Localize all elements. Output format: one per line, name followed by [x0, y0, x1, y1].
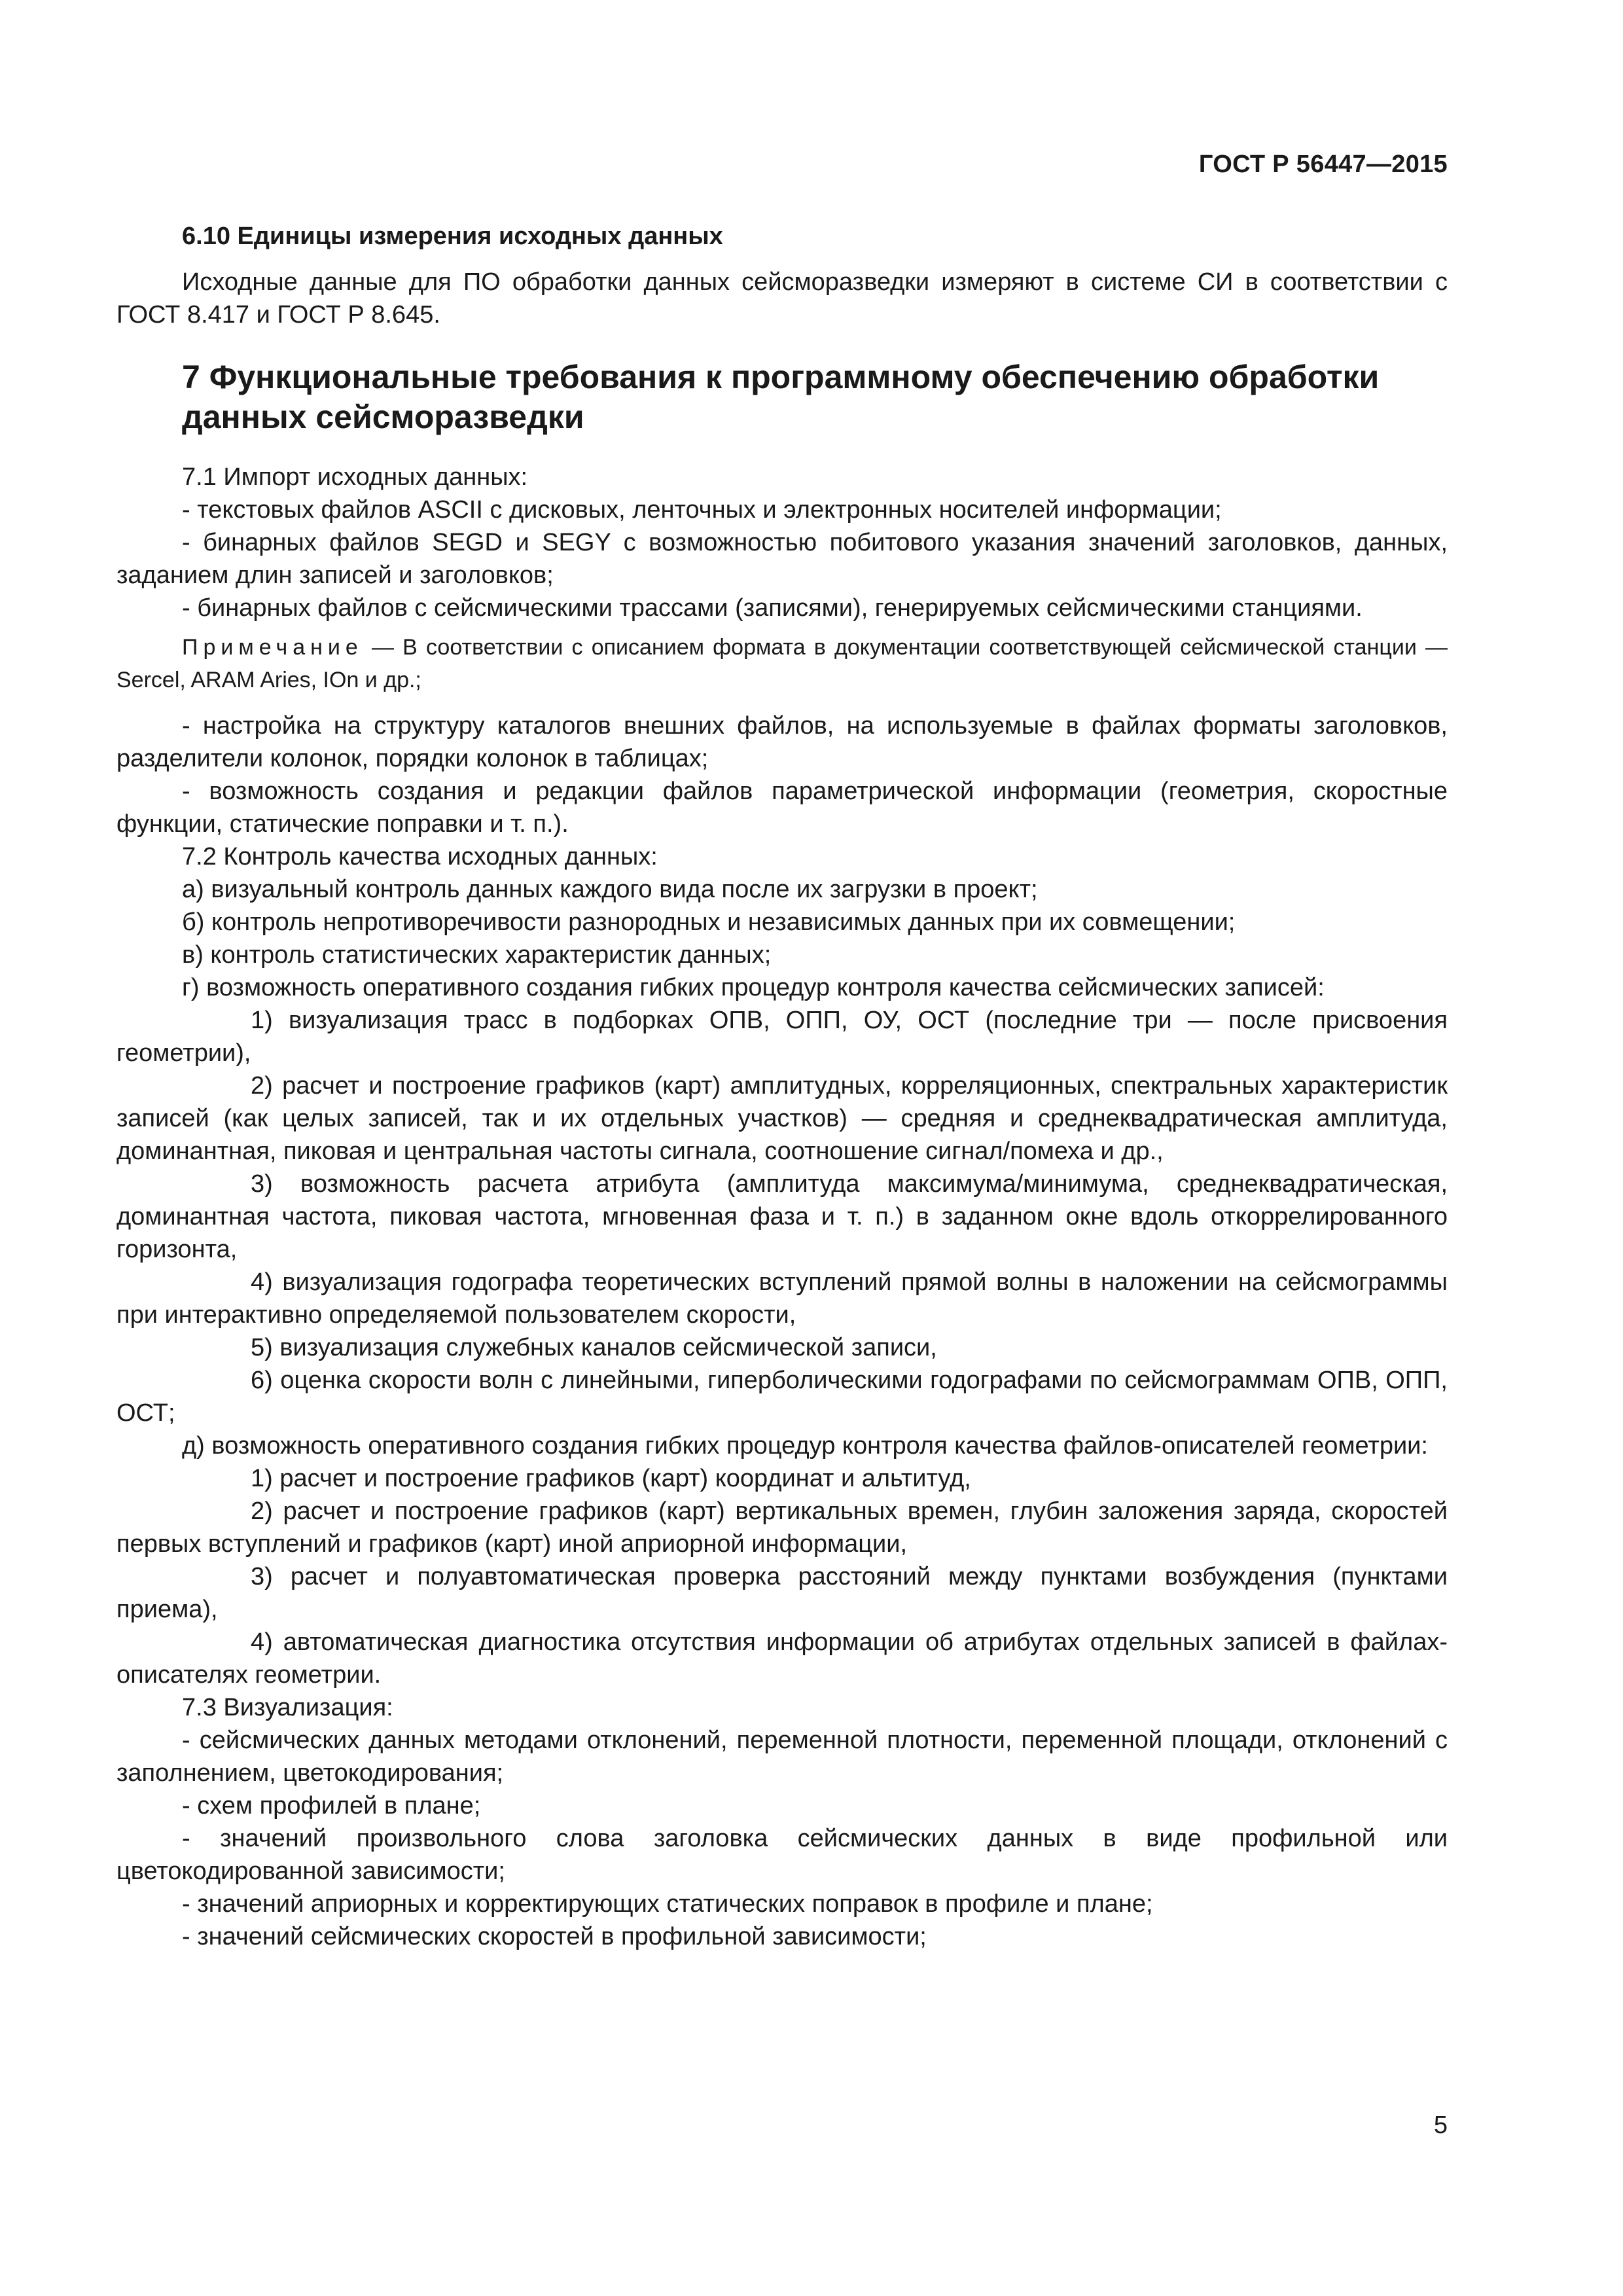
list-item: б) контроль непротиворечивости разнородных и независимых данных при их совмещении;	[182, 908, 1236, 936]
sub-list-item: 2) расчет и построение графиков (карт) вертикальных времен, глубин заложения заряда, скоростей первых вступлений и графиков (карт) иной априорной информации,	[116, 1498, 1448, 1558]
list-item: в) контроль статистических характеристик данных;	[182, 941, 772, 969]
sub-list-item: 4) визуализация годографа теоретических вступлений прямой волны в наложении на сейсмограммы при интерактивно определяемой пользователем скорости,	[116, 1268, 1448, 1329]
list-item: - значений сейсмических скоростей в профильной зависимости;	[182, 1923, 927, 1950]
list-item: - сейсмических данных методами отклонений, переменной плотности, переменной площади, отклонений с заполнением, цветокодирования;	[116, 1727, 1448, 1787]
sub-list-item: 3) расчет и полуавтоматическая проверка расстояний между пунктами возбуждения (пунктами приема),	[116, 1563, 1448, 1623]
list-item: - бинарных файлов SEGD и SEGY с возможностью побитового указания значений заголовков, данных, заданием длин записей и заголовков;	[116, 529, 1448, 589]
sub-list-item: 1) расчет и построение графиков (карт) координат и альтитуд,	[251, 1465, 971, 1492]
document-header: ГОСТ Р 56447—2015	[1198, 151, 1448, 178]
list-item: - значений произвольного слова заголовка сейсмических данных в виде профильной или цветокодированной зависимости;	[116, 1825, 1448, 1885]
sub-list-item: 2) расчет и построение графиков (карт) амплитудных, корреляционных, спектральных характеристик записей (как целых записей, так и их отдельных участков) — средняя и среднеквадратическая амплитуда, доминантная, пиковая и центральная частоты сигнала, соотношение сигнал/помеха и др.,	[116, 1072, 1448, 1165]
note-7-1	[116, 631, 1448, 696]
sub-list-item: 6) оценка скорости волн с линейными, гиперболическими годографами по сейсмограммам ОПВ, ОПП, ОСТ;	[116, 1367, 1448, 1427]
list-item: - значений априорных и корректирующих статических поправок в профиле и плане;	[182, 1890, 1153, 1918]
list-item: - схем профилей в плане;	[182, 1792, 481, 1820]
note-label: Примечание	[182, 635, 363, 660]
sub-list-item: 5) визуализация служебных каналов сейсмической записи,	[251, 1334, 937, 1361]
clause-title-7-3: 7.3 Визуализация:	[182, 1694, 393, 1721]
list-item: - текстовых файлов ASCII с дисковых, ленточных и электронных носителей информации;	[182, 496, 1222, 524]
note-text: — В соответствии с описанием формата в документации соответствующей сейсмической станции — Sercel, ARAM Aries, IOn и др.;	[116, 635, 1448, 692]
list-item: д) возможность оперативного создания гибких процедур контроля качества файлов-описателей геометрии:	[182, 1432, 1428, 1460]
clause-title-7-1: 7.1 Импорт исходных данных:	[182, 463, 528, 491]
paragraph-6-10: Исходные данные для ПО обработки данных сейсморазведки измеряют в системе СИ в соответствии с ГОСТ 8.417 и ГОСТ Р 8.645.	[116, 268, 1448, 329]
page-number: 5	[1433, 2111, 1448, 2139]
list-item: - настройка на структуру каталогов внешних файлов, на используемые в файлах форматы заголовков, разделители колонок, порядки колонок в таблицах;	[116, 712, 1448, 772]
document-body	[116, 220, 1448, 1953]
sub-list-item: 1) визуализация трасс в подборках ОПВ, ОПП, ОУ, ОСТ (последние три — после присвоения геометрии),	[116, 1007, 1448, 1067]
list-item: - бинарных файлов с сейсмическими трассами (записями), генерируемых сейсмическими станциями.	[182, 594, 1363, 622]
subsection-heading-6-10: 6.10 Единицы измерения исходных данных	[182, 223, 723, 250]
sub-list-item: 4) автоматическая диагностика отсутствия информации об атрибутах отдельных записей в файлах-описателях геометрии.	[116, 1628, 1448, 1689]
section-heading-7: 7 Функциональные требования к программному обеспечению обработки данных сейсморазведки	[182, 359, 1380, 435]
list-item: г) возможность оперативного создания гибких процедур контроля качества сейсмических записей:	[182, 974, 1325, 1001]
list-item: - возможность создания и редакции файлов параметрической информации (геометрия, скоростные функции, статические поправки и т. п.).	[116, 778, 1448, 838]
sub-list-item: 3) возможность расчета атрибута (амплитуда максимума/минимума, среднеквадратическая, доминантная частота, пиковая частота, мгновенная фаза и т. п.) в заданном окне вдоль откоррелированного горизонта,	[116, 1170, 1448, 1263]
document-page	[116, 0, 1448, 2296]
list-item: а) визуальный контроль данных каждого вида после их загрузки в проект;	[182, 876, 1038, 903]
clause-title-7-2: 7.2 Контроль качества исходных данных:	[182, 843, 658, 870]
